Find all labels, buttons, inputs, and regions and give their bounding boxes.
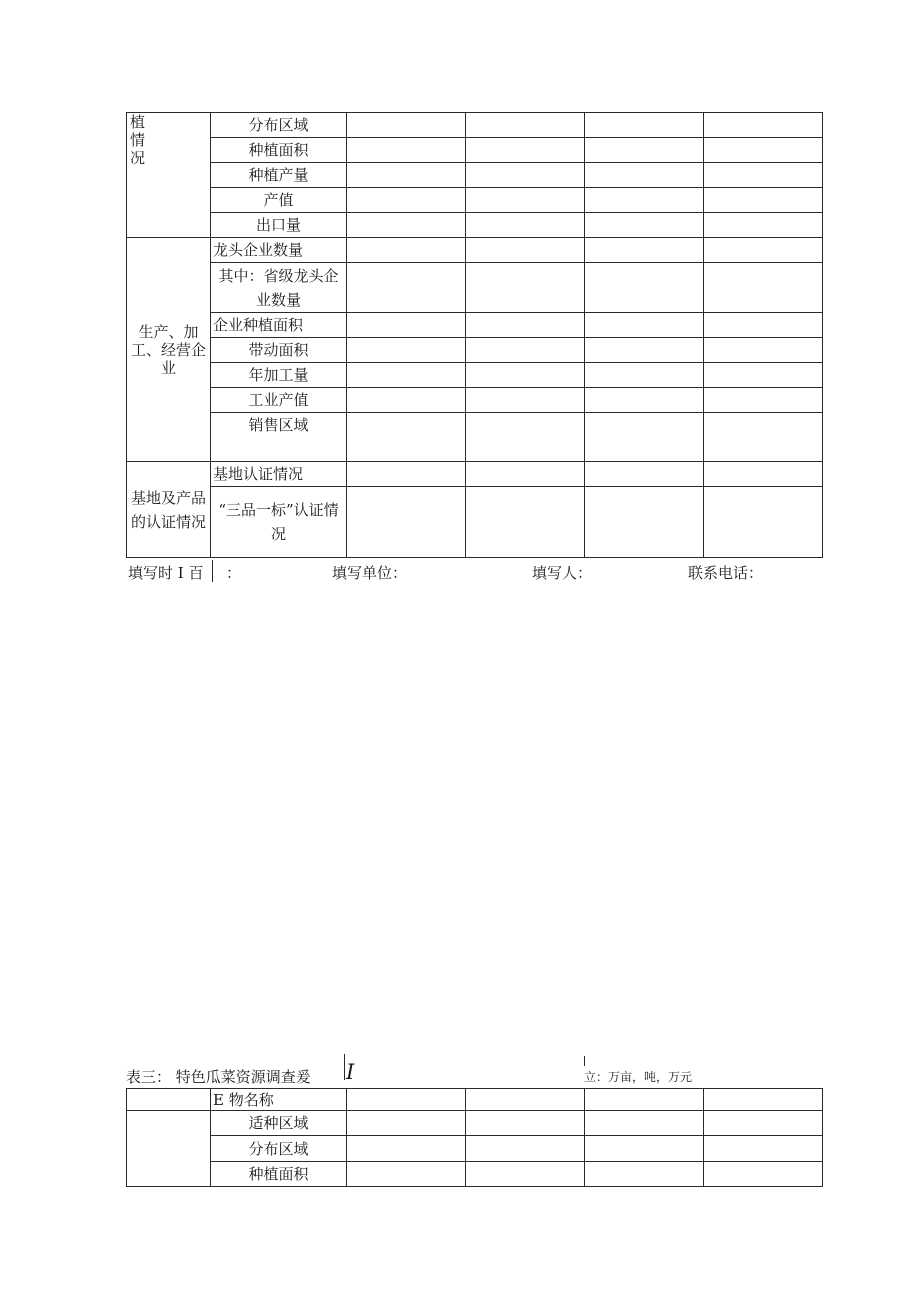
row-label: 分布区域	[211, 1136, 347, 1162]
data-cell[interactable]	[347, 313, 466, 338]
row-label: 种植面积	[211, 1162, 347, 1187]
data-cell[interactable]	[466, 213, 585, 238]
row-label: 出口量	[211, 213, 347, 238]
data-cell[interactable]	[585, 462, 704, 487]
data-cell[interactable]	[347, 188, 466, 213]
data-cell[interactable]	[347, 213, 466, 238]
data-cell[interactable]	[466, 1089, 585, 1111]
data-cell[interactable]	[704, 338, 823, 363]
data-cell[interactable]	[347, 462, 466, 487]
fill-person-label: 填写人：	[532, 564, 593, 582]
form-footer	[126, 560, 826, 582]
data-cell[interactable]	[585, 188, 704, 213]
data-cell[interactable]	[704, 1089, 823, 1111]
data-cell[interactable]	[347, 113, 466, 138]
specialty-melon-vegetable-table	[126, 1088, 823, 1187]
data-cell[interactable]	[704, 263, 823, 313]
contact-phone-label: 联系电话：	[688, 564, 764, 582]
group-enterprise-label: 生产、加工、经营企业	[127, 238, 211, 462]
data-cell[interactable]	[347, 1089, 466, 1111]
data-cell[interactable]	[585, 1136, 704, 1162]
data-cell[interactable]	[347, 363, 466, 388]
data-cell[interactable]	[466, 113, 585, 138]
data-cell[interactable]	[347, 1162, 466, 1187]
data-cell[interactable]	[585, 138, 704, 163]
blank-cell	[127, 1089, 211, 1111]
data-cell[interactable]	[704, 113, 823, 138]
data-cell[interactable]	[704, 1136, 823, 1162]
data-cell[interactable]	[585, 388, 704, 413]
data-cell[interactable]	[704, 138, 823, 163]
data-cell[interactable]	[466, 163, 585, 188]
data-cell[interactable]	[347, 263, 466, 313]
data-cell[interactable]	[704, 413, 823, 462]
data-cell[interactable]	[466, 338, 585, 363]
row-label: 种植面积	[211, 138, 347, 163]
data-cell[interactable]	[585, 263, 704, 313]
data-cell[interactable]	[704, 462, 823, 487]
row-label: 龙头企业数量	[211, 238, 347, 263]
data-cell[interactable]	[585, 338, 704, 363]
header-divider	[344, 1054, 345, 1080]
data-cell[interactable]	[347, 238, 466, 263]
data-cell[interactable]	[585, 1111, 704, 1136]
data-cell[interactable]	[347, 1111, 466, 1136]
data-cell[interactable]	[466, 1162, 585, 1187]
data-cell[interactable]	[585, 487, 704, 558]
data-cell[interactable]	[585, 113, 704, 138]
row-label: 带动面积	[211, 338, 347, 363]
sales-region-label: 销售区域	[211, 413, 347, 462]
row-label: 适种区域	[211, 1111, 347, 1136]
data-cell[interactable]	[704, 213, 823, 238]
data-cell[interactable]	[347, 413, 466, 462]
data-cell[interactable]	[466, 313, 585, 338]
data-cell[interactable]	[704, 388, 823, 413]
data-cell[interactable]	[466, 363, 585, 388]
data-cell[interactable]	[704, 1111, 823, 1136]
data-cell[interactable]	[347, 388, 466, 413]
text-cursor-icon: I	[346, 1060, 355, 1084]
table3-title: 表三： 特色瓜菜资源调查爰	[126, 1068, 311, 1086]
data-cell[interactable]	[585, 163, 704, 188]
data-cell[interactable]	[466, 1111, 585, 1136]
row-label: “三品一标”认证情况	[211, 487, 347, 558]
data-cell[interactable]	[704, 313, 823, 338]
fill-time-label: 填写时 I 百	[128, 564, 204, 582]
row-label: 其中：省级龙头企业数量	[211, 263, 347, 313]
data-cell[interactable]	[585, 313, 704, 338]
data-cell[interactable]	[704, 163, 823, 188]
data-cell[interactable]	[704, 188, 823, 213]
row-label: 种植产量	[211, 163, 347, 188]
unit-label: 立：万亩，吨，万元	[584, 1070, 693, 1084]
data-cell[interactable]	[466, 487, 585, 558]
data-cell[interactable]	[466, 462, 585, 487]
data-cell[interactable]	[466, 238, 585, 263]
table3-header	[126, 1062, 826, 1088]
footer-divider	[212, 560, 213, 582]
row-label: 产值	[211, 188, 347, 213]
row-label: 企业种植面积	[211, 313, 347, 338]
data-cell[interactable]	[585, 413, 704, 462]
data-cell[interactable]	[585, 238, 704, 263]
data-cell[interactable]	[585, 1162, 704, 1187]
data-cell[interactable]	[466, 263, 585, 313]
data-cell[interactable]	[585, 1089, 704, 1111]
data-cell[interactable]	[466, 188, 585, 213]
data-cell[interactable]	[347, 338, 466, 363]
data-cell[interactable]	[704, 1162, 823, 1187]
header-divider	[584, 1056, 585, 1066]
row-label: 年加工量	[211, 363, 347, 388]
data-cell[interactable]	[704, 238, 823, 263]
data-cell[interactable]	[347, 163, 466, 188]
data-cell[interactable]	[347, 138, 466, 163]
data-cell[interactable]	[585, 363, 704, 388]
data-cell[interactable]	[347, 487, 466, 558]
row-label: E 物名称	[211, 1089, 347, 1111]
data-cell[interactable]	[466, 388, 585, 413]
data-cell[interactable]	[466, 138, 585, 163]
colon-label: ：	[226, 564, 242, 582]
row-label: 分布区域	[211, 113, 347, 138]
data-cell[interactable]	[347, 1136, 466, 1162]
row-label: 工业产值	[211, 388, 347, 413]
data-cell[interactable]	[466, 1136, 585, 1162]
survey-table-continued	[126, 112, 823, 558]
data-cell[interactable]	[585, 213, 704, 238]
blank-cell	[127, 1111, 211, 1187]
data-cell[interactable]	[704, 363, 823, 388]
data-cell[interactable]	[704, 487, 823, 558]
data-cell[interactable]	[466, 413, 585, 462]
fill-unit-label: 填写单位：	[332, 564, 408, 582]
group-planting-label: 植 情 况	[127, 113, 211, 238]
group-cert-label: 基地及产品的认证情况	[127, 462, 211, 558]
row-label: 基地认证情况	[211, 462, 347, 487]
